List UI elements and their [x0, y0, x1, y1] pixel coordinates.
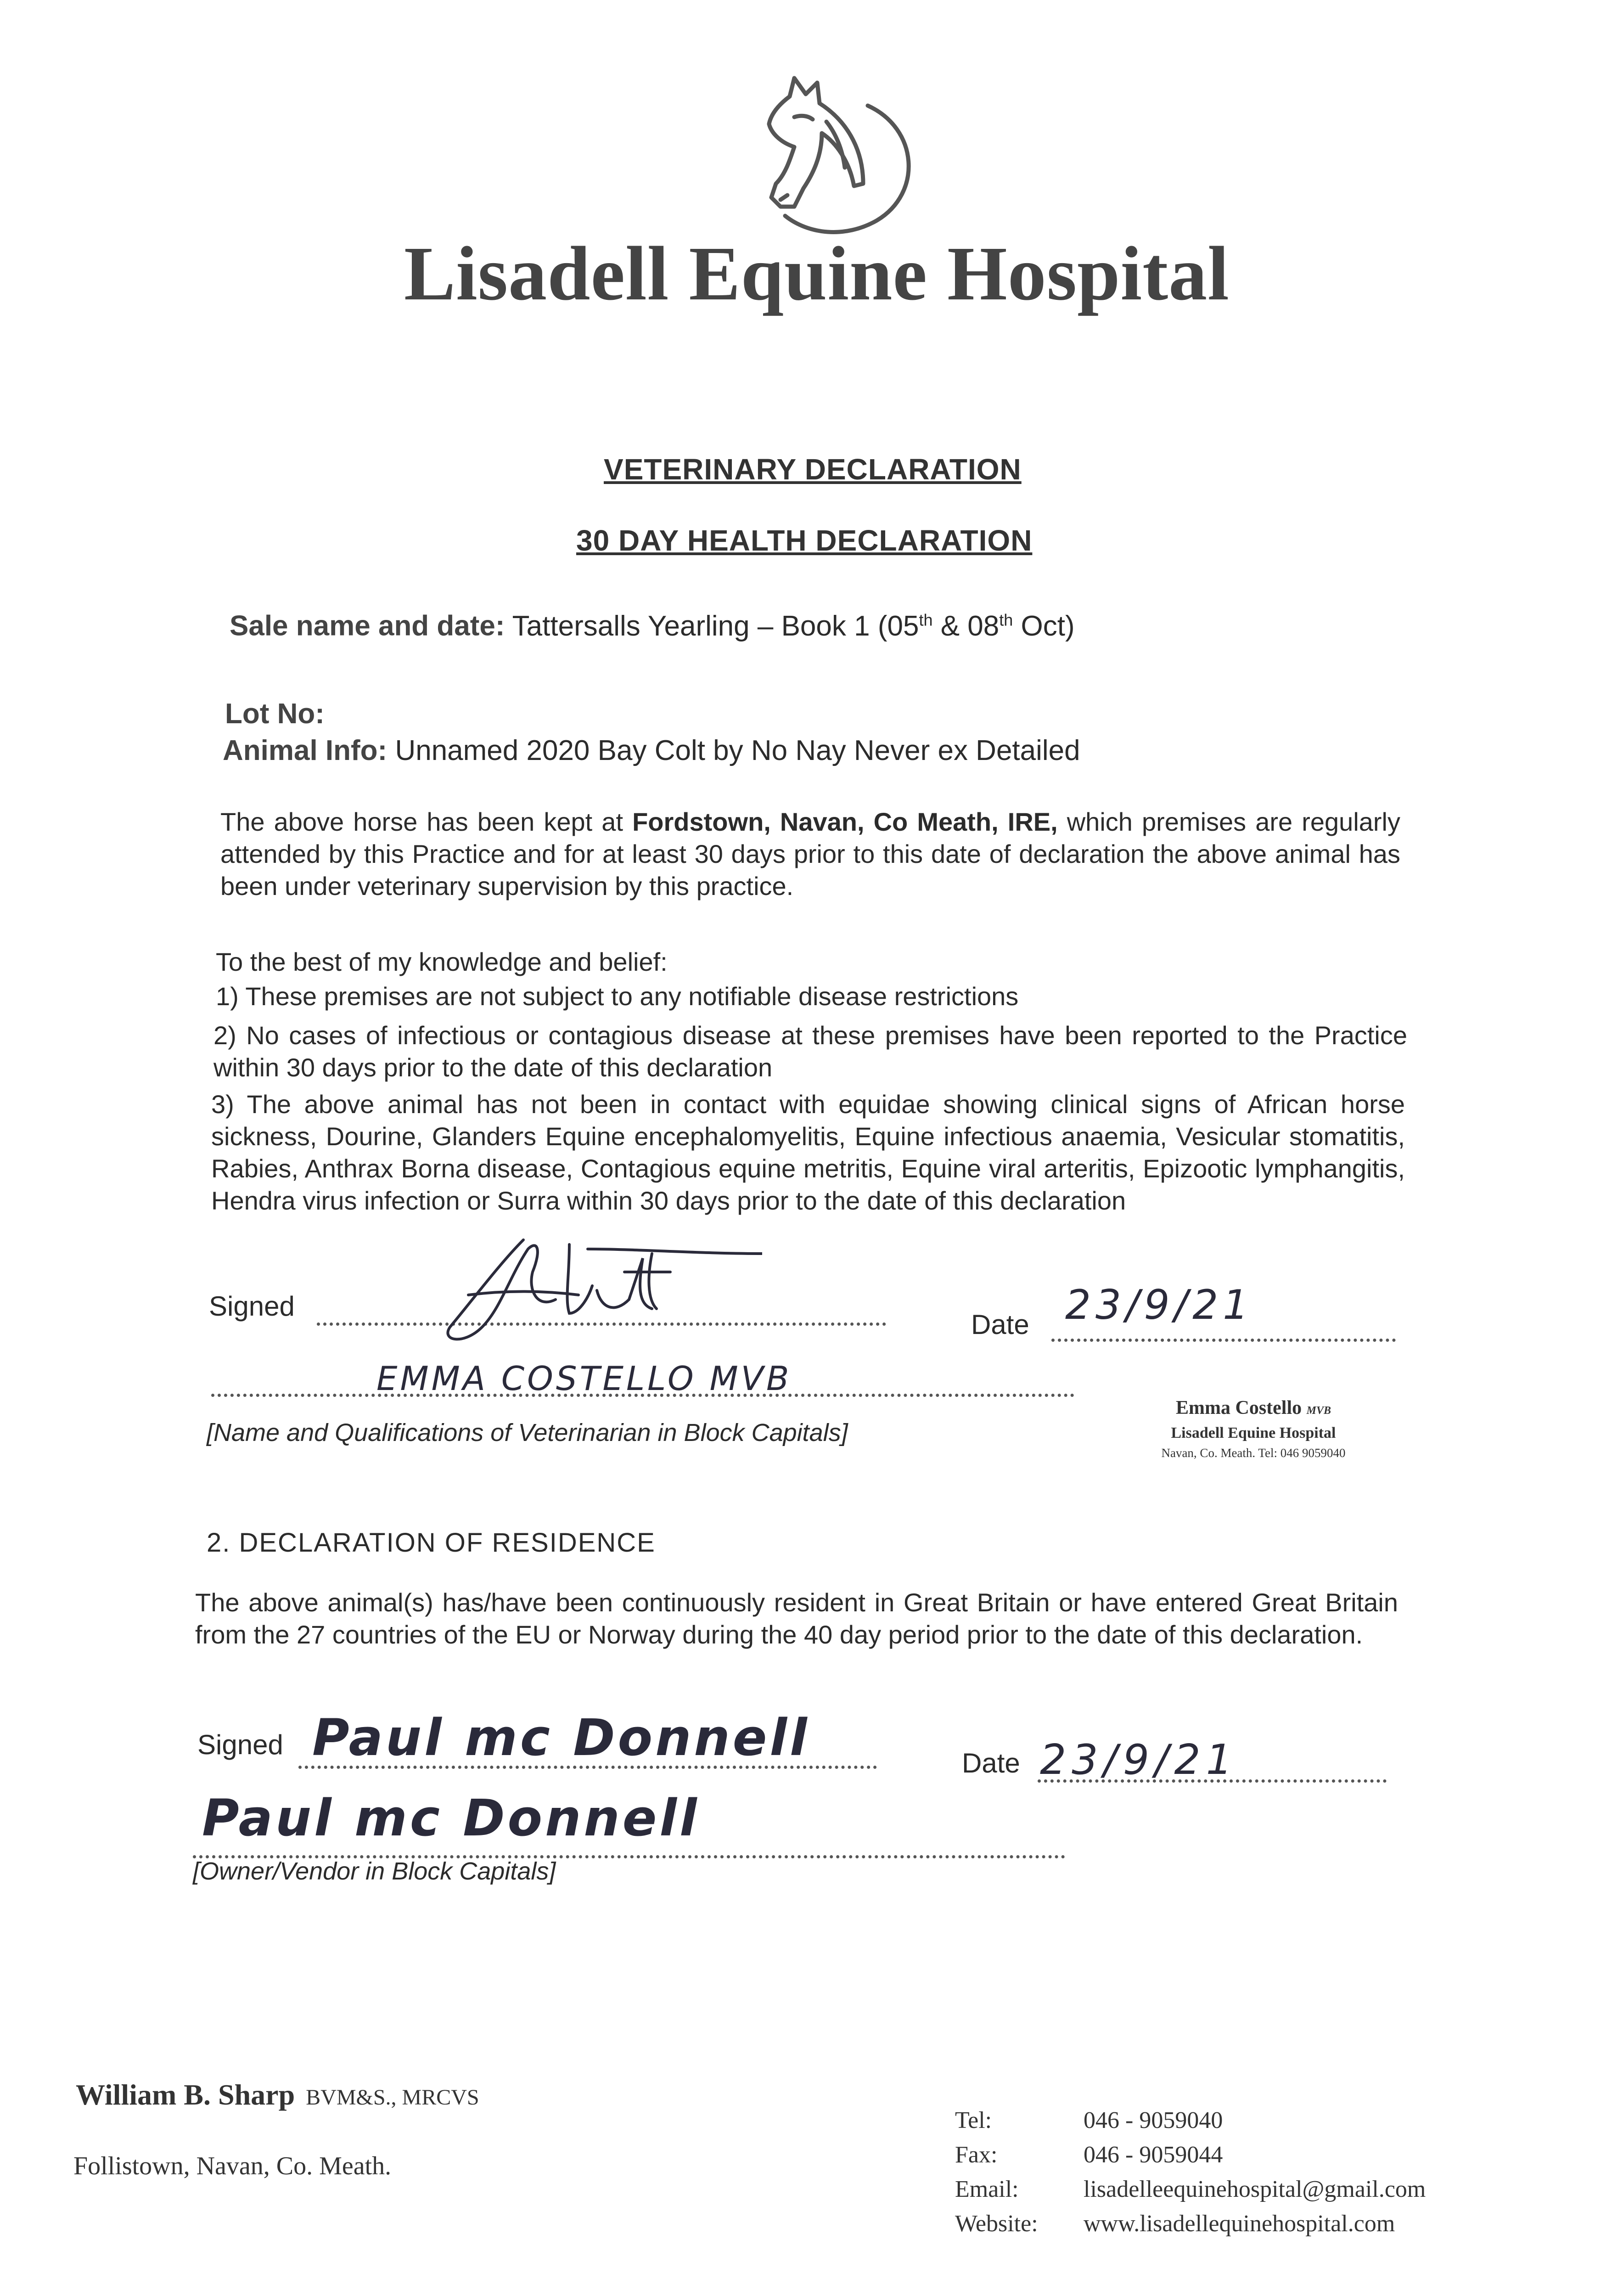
premises-text-1: The above horse has been kept at: [220, 807, 633, 836]
knowledge-item-3: 3) The above animal has not been in contact with equidae showing clinical signs of African horse sickness, Dourine, Glanders Equine encephalomyelitis, Equine infectious anaemia, Vesicular stomatitis, Rabies, Anthrax Borna disease, Contagious equine metritis, Equine viral arteritis, Epizootic lymphangitis, Hendra virus infection or Surra within 30 days prior to the date of this declaration: [211, 1090, 1405, 1215]
animal-label: Animal Info:: [223, 735, 387, 766]
knowledge-intro: To the best of my knowledge and belief:: [216, 947, 668, 976]
lot-label: Lot No:: [225, 698, 325, 730]
contact-value-website[interactable]: www.lisadellequinehospital.com: [1084, 2211, 1395, 2237]
sale-label: Sale name and date:: [230, 610, 505, 642]
animal-line: [223, 735, 1080, 767]
contact-label-website: Website:: [955, 2211, 1038, 2237]
stamp-name-line: [1116, 1396, 1391, 1423]
vet-stamp: [1116, 1396, 1391, 1462]
vet-date-value: 23/9/21: [1065, 1281, 1253, 1328]
contact-label-tel: Tel:: [955, 2107, 992, 2133]
owner-name-value: Paul mc Donnell: [202, 1789, 700, 1847]
residence-signature: Paul mc Donnell: [312, 1708, 810, 1767]
contact-value-tel: 046 - 9059040: [1084, 2107, 1223, 2133]
vet-date-label: Date: [971, 1309, 1029, 1340]
residence-date-label: Date: [962, 1748, 1020, 1778]
contact-row-email: [955, 2172, 1426, 2206]
premises-paragraph: [220, 806, 1400, 902]
sale-value: [512, 610, 1075, 642]
stamp-name: Emma Costello: [1176, 1397, 1302, 1418]
footer-address: Follistown, Navan, Co. Meath.: [73, 2152, 392, 2180]
contact-row-fax: [955, 2138, 1426, 2172]
sale-value-suffix: Oct): [1013, 610, 1075, 642]
sale-sup2: th: [999, 610, 1013, 629]
vet-signed-label: Signed: [209, 1291, 295, 1322]
premises-text-2: which premises are regularly attended by this Practice and for at least 30 days prior to this date of declaration the above animal has been under veterinary supervision by this practice.: [220, 807, 1400, 900]
footer-vet-name: William B. Sharp: [76, 2078, 295, 2111]
stamp-line-3: Navan, Co. Meath. Tel: 046 9059040: [1161, 1446, 1346, 1460]
main-title: VETERINARY DECLARATION: [604, 453, 1022, 486]
contact-label-fax: Fax:: [955, 2142, 998, 2168]
residence-signed-label: Signed: [197, 1729, 283, 1760]
knowledge-item-2: 2) No cases of infectious or contagious disease at these premises have been reported to the Practice within 30 days prior to the date of this declaration: [213, 1021, 1407, 1082]
contact-value-email[interactable]: lisadelleequinehospital@gmail.com: [1084, 2176, 1426, 2202]
contact-row-website: [955, 2206, 1426, 2241]
hospital-name: Lisadell Equine Hospital: [404, 231, 1230, 316]
stamp-line-2: Lisadell Equine Hospital: [1171, 1424, 1336, 1441]
sale-sup1: th: [919, 610, 933, 629]
contact-value-fax: 046 - 9059044: [1084, 2142, 1223, 2168]
lot-line: [225, 698, 325, 730]
horse-logo-icon: [725, 69, 937, 243]
footer-vet-line: [76, 2078, 479, 2112]
contact-row-tel: [955, 2103, 1426, 2138]
stamp-qual: MVB: [1306, 1405, 1331, 1417]
sale-line: [230, 604, 1075, 642]
knowledge-item-1: 1) These premises are not subject to any notifiable disease restrictions: [216, 982, 1019, 1011]
sale-value-mid: & 08: [932, 610, 1000, 642]
contact-label-email: Email:: [955, 2176, 1019, 2202]
vet-name-value: EMMA COSTELLO MVB: [376, 1359, 792, 1398]
animal-value: Unnamed 2020 Bay Colt by No Nay Never ex Detailed: [395, 735, 1080, 766]
vet-name-caption: [Name and Qualifications of Veterinarian in Block Capitals]: [207, 1419, 848, 1446]
sub-title: 30 DAY HEALTH DECLARATION: [576, 524, 1033, 557]
vet-signature-scribble: [432, 1221, 762, 1355]
vet-date-line: [1051, 1339, 1396, 1342]
residence-heading: 2. DECLARATION OF RESIDENCE: [207, 1528, 656, 1558]
footer-vet-qual: BVM&S., MRCVS: [306, 2085, 479, 2110]
residence-date-value: 23/9/21: [1040, 1736, 1238, 1784]
owner-name-caption: [Owner/Vendor in Block Capitals]: [193, 1857, 556, 1885]
sale-value-prefix: Tattersalls Yearling – Book 1 (05: [512, 610, 919, 642]
residence-paragraph: The above animal(s) has/have been continuously resident in Great Britain or have entered Great Britain from the 27 countries of the EU or Norway during the 40 day period prior to the date of this declaration.: [195, 1588, 1398, 1649]
footer-contacts: [955, 2103, 1426, 2241]
premises-location: Fordstown, Navan, Co Meath, IRE,: [632, 807, 1058, 836]
